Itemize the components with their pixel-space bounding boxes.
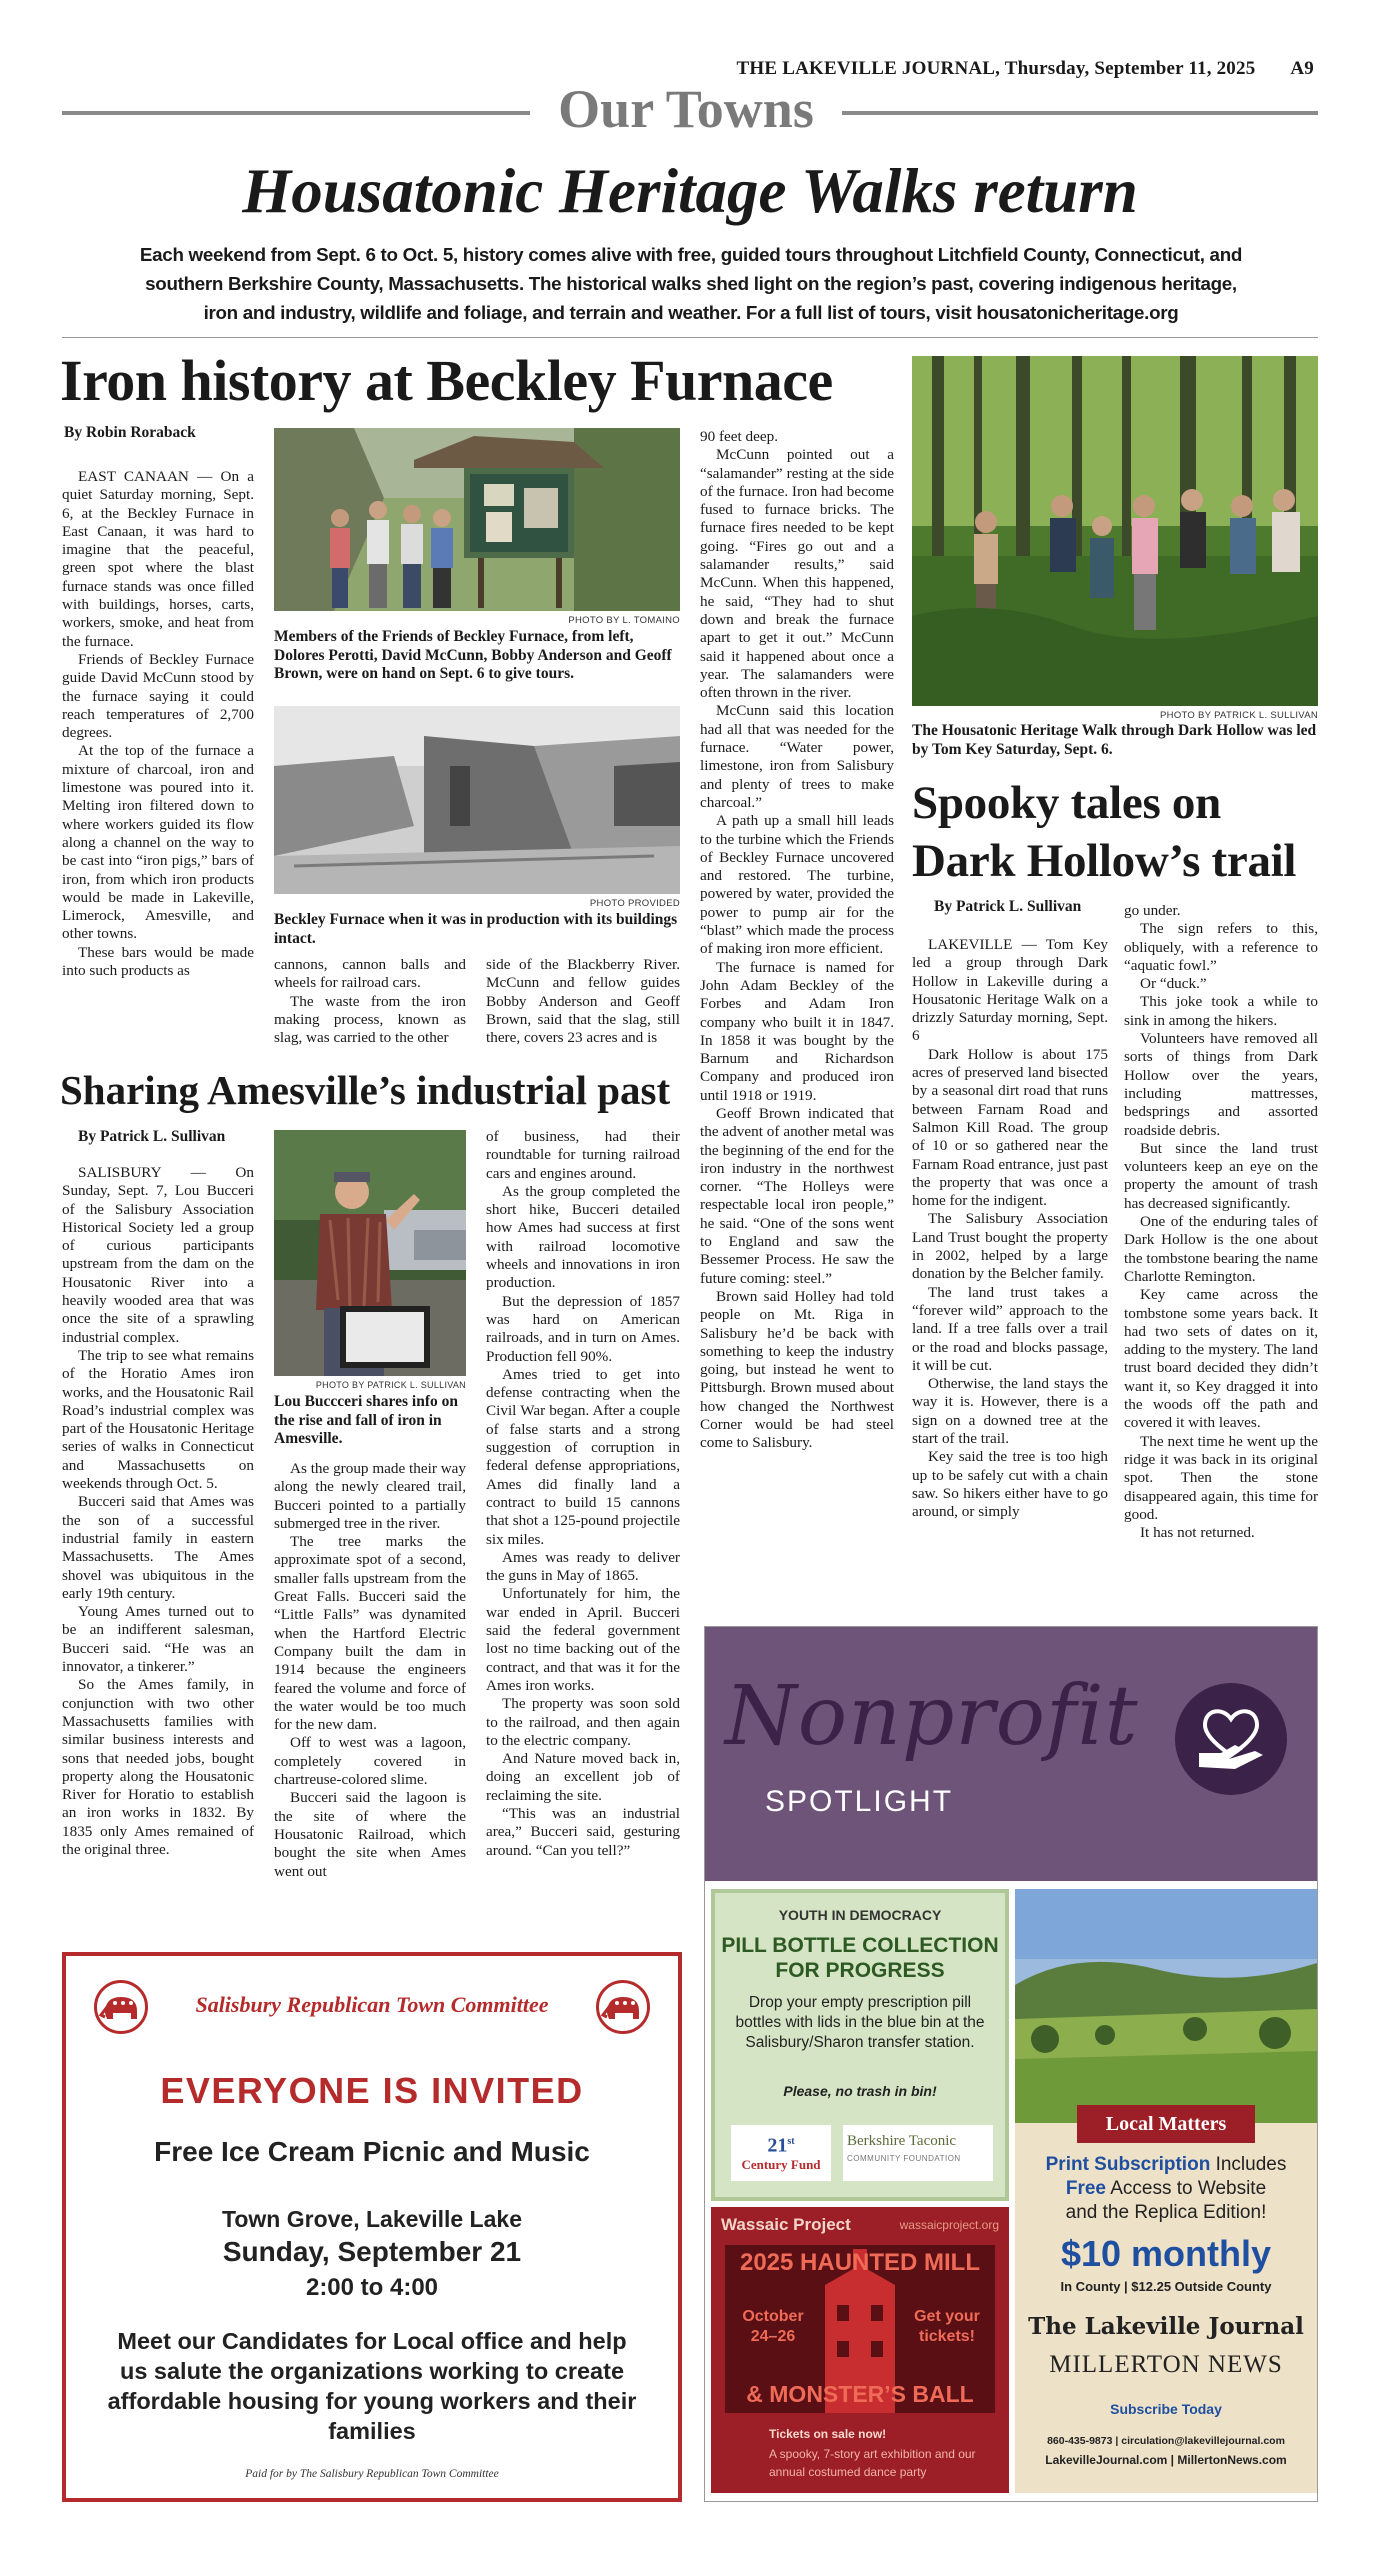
- invite-subhead: Free Ice Cream Picnic and Music: [154, 2136, 590, 2167]
- youth-democracy-card: [711, 1889, 1009, 2201]
- monsters-ball: & MONSTER’S BALL: [746, 2381, 974, 2407]
- section-rule-left: [62, 111, 530, 115]
- dark-hollow-column-1: [912, 936, 1108, 1522]
- print-subscription: Print Subscription: [1045, 2154, 1211, 2175]
- local-matters-badge: Local Matters: [1077, 2105, 1255, 2143]
- paper-logo-millerton: MILLERTON NEWS: [1049, 2351, 1283, 2378]
- iron-headline: Iron history at Beckley Furnace: [60, 348, 833, 413]
- ames-byline: By Patrick L. Sullivan: [78, 1128, 226, 1145]
- paragraph: This joke took a while to sink in among the hikers.: [1124, 993, 1318, 1029]
- contact-info: 860-435-9873 | circulation@lakevillejournal.com: [1047, 2435, 1285, 2447]
- ames-column-3: [486, 1128, 680, 1860]
- furnace-group-photo: [274, 428, 680, 611]
- iron-photo-2-caption: Beckley Furnace when it was in production with its buildings intact.: [274, 911, 678, 947]
- website-text: Access to Website: [1105, 2178, 1267, 2199]
- paragraph: Ames was ready to deliver the guns in May of 1865.: [486, 1548, 680, 1585]
- iron-photo-1-caption: Members of the Friends of Beckley Furnace, from left, Dolores Perotti, David McCunn, Bobby Anderson and Geoff Brown, were on hand on Sept. 6 to give tours.: [274, 628, 672, 682]
- banner-deck: Each weekend from Sept. 6 to Oct. 5, history comes alive with free, guided tours throughout Litchfield County, Connecticut, and southern Berkshire County, Massachusetts. The historical walks shed light on the region’s past, covering indigenous heritage, iron and industry, wildlife and foliage, and terrain and weather. For a full list of tours, visit housatonicheritage.org: [139, 244, 1243, 323]
- paragraph: Off to west was a lagoon, completely covered in chartreuse-colored slime.: [274, 1734, 466, 1789]
- dark-hollow-photo-caption: The Housatonic Heritage Walk through Dark Hollow was led by Tom Key Saturday, Sept. 6.: [912, 722, 1317, 758]
- paragraph: Key came across the tombstone some years back. It had two sets of dates on it, adding to the mystery. The land trust board decided they didn’t want it, so Key dragged it into the woods off the path and covered it with leaves.: [1124, 1286, 1318, 1432]
- dark-hollow-byline: By Patrick L. Sullivan: [934, 898, 1082, 915]
- paragraph: Unfortunately for him, the war ended in April. Bucceri said the federal government lost no time backing out of the contract, and that was it for the Ames iron works.: [486, 1585, 680, 1694]
- ames-column-1: [62, 1164, 254, 1859]
- tickets-on-sale: Tickets on sale now!: [769, 2427, 887, 2441]
- century-fund-name: Century Fund: [741, 2156, 821, 2172]
- youth-title-line-2: FOR PROGRESS: [775, 1959, 945, 1982]
- spotlight-title: Nonprofit: [725, 1669, 1139, 1764]
- forest-walk-photo: [912, 356, 1318, 706]
- replica-text: and the Replica Edition!: [1065, 2202, 1267, 2223]
- dark-hollow-column-2: [1124, 902, 1318, 1542]
- paragraph: The next time he went up the ridge it was back in its original spot. Then the stone disappeared again, this time for good.: [1124, 1432, 1318, 1523]
- iron-byline: By Robin Roraback: [64, 424, 196, 441]
- paragraph: It has not returned.: [1140, 1524, 1255, 1542]
- section-rule-right: [842, 111, 1318, 115]
- paragraph: But the depression of 1857 was hard on American railroads, and in turn on Ames. Production fell 90%.: [486, 1292, 680, 1365]
- iron-photo-1-credit: PHOTO BY L. TOMAINO: [568, 615, 680, 626]
- headline-line-1: Spooky tales on: [912, 777, 1221, 829]
- paragraph: The Salisbury Association Land Trust bought the property in 2002, helped by a large donation by the Belcher family.: [912, 1210, 1108, 1283]
- paragraph: Dark Hollow is about 175 acres of preserved land bisected by a seasonal dirt road that runs between Farnam Road and Salmon Kill Road. The group of 10 or so gathered near the Farnam Road entrance, just past the property that was once a home for the indigent.: [912, 1045, 1108, 1210]
- paragraph: The property was soon sold to the railroad, and then again to the electric company.: [486, 1695, 680, 1749]
- berkshire-name: Berkshire Taconic: [847, 2133, 957, 2149]
- banner-rule: [62, 337, 1318, 338]
- youth-body: Drop your empty prescription pill bottles with lids in the blue bin at the Salisbury/Sharon transfer station.: [735, 1994, 985, 2051]
- subscribe-today: Subscribe Today: [1110, 2401, 1222, 2417]
- paragraph: So the Ames family, in conjunction with two other Massachusetts families with similar business interests and sons that needed jobs, bought property along the Housatonic River for Horatio to establish an iron works in 1832. By 1835 only Ames remained of the original three.: [62, 1676, 254, 1858]
- berkshire-sub: COMMUNITY FOUNDATION: [847, 2154, 961, 2163]
- iron-photo-2-credit: PHOTO PROVIDED: [589, 898, 680, 909]
- iron-column-2: [274, 956, 466, 1047]
- website-links: LakevilleJournal.com | MillertonNews.com: [1045, 2453, 1287, 2467]
- paragraph: Ames tried to get into defense contracting when the Civil War began. After a couple of false starts and a strong suggestion of corruption in federal defense appropriations, Ames did finally land a contract to build 15 cannons that shot a 125-pound projectile six miles.: [486, 1365, 680, 1548]
- folio-text: THE LAKEVILLE JOURNAL, Thursday, September 11, 2025: [736, 58, 1256, 79]
- wassaic-url: wassaicproject.org: [899, 2218, 999, 2232]
- heart-hand-icon: [1175, 1683, 1287, 1795]
- paragraph: Bucceri said the lagoon is the site of where the Housatonic Railroad, which bought the site when Ames went out: [274, 1789, 466, 1880]
- tickets-line-2: tickets!: [918, 2328, 976, 2345]
- page-number: A9: [1290, 58, 1314, 79]
- paid-for-notice: Paid for by The Salisbury Republican Town Committee: [245, 2468, 499, 2480]
- paragraph: of business, had their roundtable for turning railroad cars and engines around.: [486, 1128, 680, 1182]
- iron-photo-2: [274, 706, 680, 894]
- local-matters-card: [1015, 2113, 1317, 2493]
- paragraph: The trip to see what remains of the Horatio Ames iron works, and the Housatonic Rail Road’s industrial complex was part of the Housatonic Heritage series of walks in Connecticut and Massachusetts on weekends through Oct. 5.: [62, 1346, 254, 1493]
- iron-column-1: [62, 468, 254, 980]
- free-text: Free: [1065, 2178, 1106, 2199]
- dark-hollow-photo: [912, 356, 1318, 706]
- spotlight-subtitle: SPOTLIGHT: [765, 1785, 954, 1818]
- price-note: In County | $12.25 Outside County: [1060, 2279, 1272, 2294]
- paragraph: As the group completed the short hike, Bucceri detailed how Ames had success at first with railroad locomotive wheels and innovations in iron production.: [486, 1182, 680, 1292]
- century-fund-suffix: st: [787, 2136, 795, 2147]
- haunted-mill-title: 2025 HAUNTED MILL: [739, 2249, 981, 2276]
- ames-headline: Sharing Amesville’s industrial past: [60, 1067, 671, 1113]
- paragraph: But since the land trust volunteers keep an eye on the property the amount of trash has decreased significantly.: [1124, 1139, 1318, 1212]
- youth-title-line-1: PILL BOTTLE COLLECTION: [721, 1934, 999, 1957]
- dark-hollow-photo-credit: PHOTO BY PATRICK L. SULLIVAN: [1160, 710, 1318, 721]
- century-fund-logo: [731, 2125, 831, 2181]
- berkshire-taconic-logo: [843, 2125, 993, 2181]
- paragraph: Otherwise, the land stays the way it is. However, there is a sign on a downed tree at the start of the trail.: [912, 1375, 1108, 1448]
- paragraph: These bars would be made into such products as: [62, 943, 254, 980]
- tickets-line-1: Get your: [914, 2308, 980, 2325]
- iron-photo-1: [274, 428, 680, 611]
- event-date: Sunday, September 21: [222, 2236, 522, 2267]
- paragraph: Young Ames turned out to be an indifferent salesman, Bucceri said. “He was an innovator, a tinkerer.”: [62, 1603, 254, 1676]
- paragraph: And Nature moved back in, doing an excellent job of reclaiming the site.: [486, 1750, 680, 1804]
- wassaic-name: Wassaic Project: [721, 2215, 851, 2234]
- nonprofit-spotlight: [704, 1626, 1318, 2502]
- subscription-price: $10 monthly: [1060, 2233, 1272, 2274]
- paragraph: The waste from the iron making process, known as slag, was carried to the other: [274, 992, 466, 1047]
- includes-text: Includes: [1210, 2154, 1287, 2175]
- haunted-mill-poster: [725, 2245, 995, 2413]
- ames-photo-credit: PHOTO BY PATRICK L. SULLIVAN: [315, 1380, 466, 1390]
- landscape-photo: [1015, 1889, 1317, 2123]
- paragraph: The tree marks the approximate spot of a second, smaller falls upstream from the Great Falls. Bucceri said the “Little Falls” was dynamited when the Hartford Electric Company built the dam in 1914 because the engineers feared the volume and force of the water would be too much for the new dam.: [274, 1533, 466, 1734]
- iron-column-4: [700, 428, 894, 1453]
- youth-title: [715, 1933, 1005, 1983]
- wassaic-card: [711, 2207, 1009, 2493]
- wassaic-desc: A spooky, 7-story art exhibition and our annual costumed dance party: [769, 2447, 976, 2479]
- invite-headline: EVERYONE IS INVITED: [160, 2070, 584, 2111]
- event-dates: [733, 2307, 813, 2347]
- page-folio: [737, 58, 1314, 80]
- paragraph: The sign refers to this, obliquely, with a reference to “aquatic fowl.”: [1124, 920, 1318, 974]
- committee-name: Salisbury Republican Town Committee: [195, 1992, 549, 2017]
- get-tickets: [907, 2307, 987, 2347]
- paragraph: The land trust takes a “forever wild” approach to the land. If a tree falls over a trail or the road and blocks passage, it will be cut.: [912, 1283, 1108, 1374]
- iron-column-3: [486, 956, 680, 1047]
- republican-ad: [62, 1952, 682, 2502]
- dates-line-2: 24–26: [750, 2328, 796, 2345]
- historic-furnace-photo: [274, 706, 680, 894]
- paragraph: The furnace is named for John Adam Beckley of the Forbes and Adam Iron company who built it in 1847. In 1858 it was bought by the Barnum and Richardson Company and produced iron until 1918 or 1919.: [700, 958, 894, 1104]
- paragraph: Key said the tree is too high up to be safely cut with a chain saw. So hikers either have to go around, or simply: [912, 1448, 1108, 1521]
- event-location: Town Grove, Lakeville Lake: [222, 2206, 522, 2232]
- paragraph: McCunn pointed out a “salamander” resting at the side of the furnace. Iron had become fused to furnace bricks. The furnace fires needed to be kept going. “Fires go out and a salamander results,” said McCunn. When this happened, he said, “They had to shut down and break the furnace apart to get it out.” McCunn said it happened about once a year. The salamanders were often thrown in the river.: [700, 446, 894, 702]
- paragraph: Volunteers have removed all sorts of things from Dark Hollow over the years, including mattresses, bedsprings and assorted roadside debris.: [1124, 1030, 1318, 1139]
- dates-line-1: October: [742, 2308, 804, 2325]
- youth-label: YOUTH IN DEMOCRACY: [778, 1907, 942, 1923]
- subscription-offer: [1015, 2153, 1317, 2225]
- paragraph: go under.: [1124, 902, 1181, 919]
- banner-headline: Housatonic Heritage Walks return: [242, 156, 1138, 226]
- paragraph: Brown said Holley had told people on Mt. Riga in Salisbury he’d be back with something to keep the industry going, but instead he went to Pittsburgh. Brown mused about how changed the Northwest Corner would be had steel come to Salisbury.: [700, 1287, 894, 1452]
- paper-logo-lakeville: The Lakeville Journal: [1028, 2313, 1304, 2340]
- youth-note: Please, no trash in bin!: [783, 2083, 937, 2099]
- paragraph: SALISBURY — On Sunday, Sept. 7, Lou Bucceri of the Salisbury Association Historical Society led a group of curious participants upstream from the dam on the Housatonic River into a heavily wooded area that was once the site of a sprawling industrial complex.: [62, 1164, 254, 1346]
- paragraph: Or “duck.”: [1140, 975, 1207, 993]
- invite-message: Meet our Candidates for Local office and help us salute the organizations working to create affordable housing for young workers and their families: [107, 2328, 637, 2444]
- local-matters-photo: [1015, 1889, 1317, 2123]
- paragraph: “This was an industrial area,” Bucceri said, gesturing around. “Can you tell?”: [486, 1804, 680, 1859]
- paragraph: 90 feet deep.: [700, 428, 779, 445]
- paragraph: Bucceri said that Ames was the son of a successful industrial family in eastern Massachusetts. The Ames shovel was ubiquitous in the early 19th century.: [62, 1493, 254, 1602]
- paragraph: side of the Blackberry River. McCunn and fellow guides Bobby Anderson and Geoff Brown, said that the slag, still there, covers 23 acres and is: [486, 956, 680, 1047]
- ames-photo: [274, 1130, 466, 1376]
- event-time: 2:00 to 4:00: [305, 2274, 439, 2301]
- lou-bucceri-photo: [274, 1130, 466, 1376]
- paragraph: LAKEVILLE — Tom Key led a group through Dark Hollow in Lakeville during a Housatonic Heritage Walk on a drizzly Saturday morning, Sept. 6: [912, 936, 1108, 1045]
- paragraph: As the group made their way along the newly cleared trail, Bucceri pointed to a partially submerged tree in the river.: [274, 1460, 466, 1532]
- paragraph: McCunn said this location had all that was needed for the furnace. “Water power, limestone, iron from Salisbury and plenty of trees to make charcoal.”: [700, 702, 894, 811]
- section-title: Our Towns: [558, 79, 814, 139]
- century-fund-number: 21: [767, 2134, 788, 2157]
- ames-column-2: [274, 1460, 466, 1881]
- spotlight-header: [705, 1627, 1317, 1881]
- paragraph: cannons, cannon balls and wheels for railroad cars.: [274, 956, 466, 992]
- paragraph: At the top of the furnace a mixture of charcoal, iron and limestone was poured into it. Melting iron filtered down to where workers guided its flow along a channel on the way to be cast into “iron pigs,” bars of iron, from which iron products would be made in Lakeville, Limerock, Amesville, and other towns.: [62, 742, 254, 943]
- headline-line-2: Dark Hollow’s trail: [912, 835, 1297, 887]
- paragraph: Geoff Brown indicated that the advent of another metal was the beginning of the end for the iron industry in the northwest corner. “The Holleys were respectable local iron people,” he said. “One of the sons went to England and saw the Bessemer Process. He saw the future coming: steel.”: [700, 1104, 894, 1287]
- heart-hand-logo: [1175, 1683, 1287, 1795]
- ames-photo-caption: Lou Buccceri shares info on the rise and fall of iron in Amesville.: [274, 1393, 458, 1447]
- paragraph: EAST CANAAN — On a quiet Saturday morning, Sept. 6, at the Beckley Furnace in East Canaan, it was hard to imagine that the peaceful, green spot where the blast furnace stands was once filled with buildings, horses, carts, workers, smoke, and heat from the furnace.: [62, 468, 254, 650]
- paragraph: Friends of Beckley Furnace guide David McCunn stood by the furnace saying it could reach temperatures of 2,700 degrees.: [62, 650, 254, 742]
- paragraph: One of the enduring tales of Dark Hollow is the one about the tombstone bearing the name Charlotte Remington.: [1124, 1213, 1319, 1285]
- dark-hollow-headline: [912, 774, 1332, 890]
- paragraph: A path up a small hill leads to the turbine which the Friends of Beckley Furnace uncovered and restored. The turbine, powered by water, provided the power to pump air for the “blast” which made the process of making iron more efficient.: [700, 812, 894, 958]
